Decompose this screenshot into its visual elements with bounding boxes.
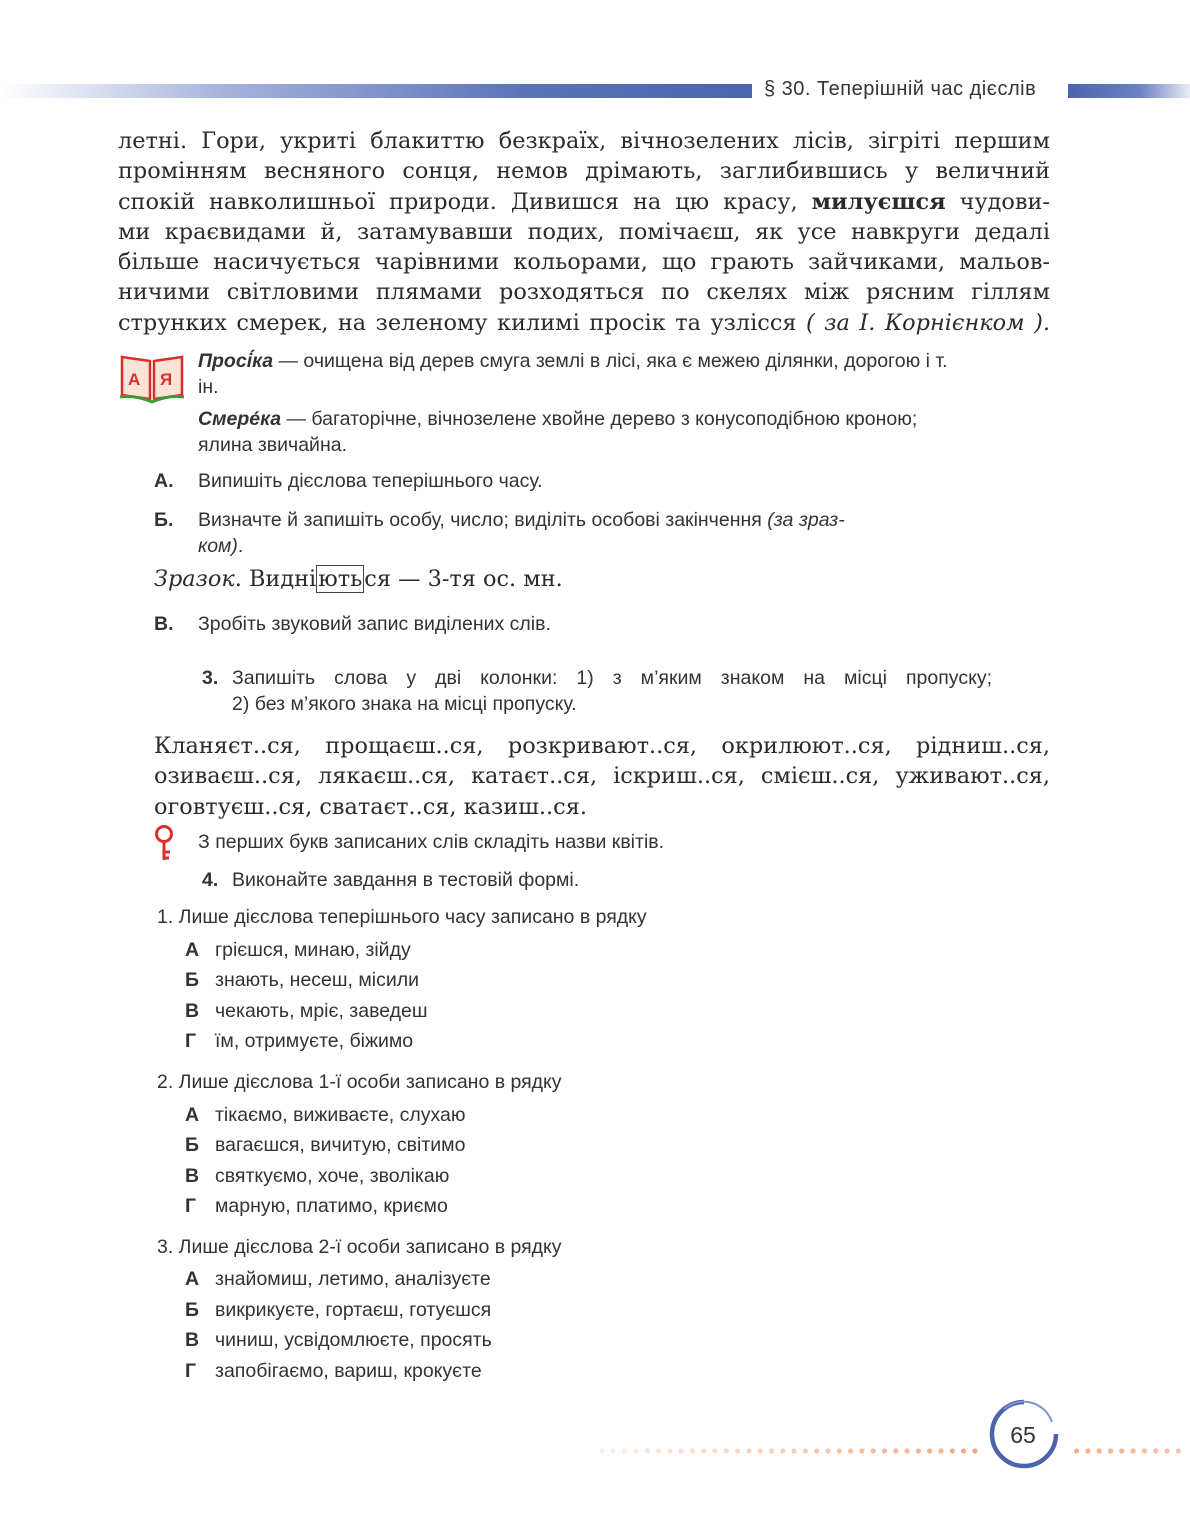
answer-option[interactable]: Г марную, платимо, криємо bbox=[185, 1195, 448, 1217]
icon-letter-a: А bbox=[128, 370, 141, 389]
footer-dot bbox=[972, 1448, 977, 1453]
source-attribution: ( за І. Корнієнком ). bbox=[806, 309, 1050, 336]
footer-dot bbox=[780, 1448, 785, 1453]
footer-dot bbox=[645, 1448, 650, 1453]
footer-dot bbox=[961, 1448, 966, 1453]
answer-option[interactable]: А грієшся, минаю, зійду bbox=[185, 939, 411, 961]
footer-dot bbox=[792, 1448, 797, 1453]
footer-dot bbox=[938, 1448, 943, 1453]
footer-dot bbox=[848, 1448, 853, 1453]
answer-option[interactable]: Б знають, несеш, місили bbox=[185, 969, 420, 991]
footer-dot bbox=[871, 1448, 876, 1453]
paragraph-line: ми краєвидами й, затамувавши подих, помічаєш, як усе навкруги дедалі bbox=[118, 218, 1050, 245]
word-list bbox=[154, 731, 1050, 822]
exercise-number: 4. bbox=[202, 869, 219, 891]
paragraph-line: більше насичується чарівними кольорами, що грають зайчиками, мальов- bbox=[118, 249, 1050, 276]
paragraph-line: промінням весняного сонця, немов дрімають, заглибившись у величний bbox=[118, 158, 1050, 185]
header-bar-right bbox=[1068, 84, 1190, 98]
footer-dot bbox=[1097, 1448, 1102, 1453]
footer-dot bbox=[656, 1448, 661, 1453]
footer-dot bbox=[905, 1448, 910, 1453]
dictionary-entry bbox=[198, 406, 958, 458]
paragraph-line: спокій навколишньої природи. Дивишся на цю красу, милуєшся чудови- bbox=[118, 188, 1050, 215]
question-3: 3. Лише дієслова 2-ї особи записано в рядку bbox=[157, 1236, 562, 1258]
footer-dot bbox=[735, 1448, 740, 1453]
icon-letter-ya: Я bbox=[160, 370, 173, 389]
footer-dot bbox=[803, 1448, 808, 1453]
footer-dot bbox=[950, 1448, 955, 1453]
task-letter: В. bbox=[154, 613, 174, 635]
paragraph-line: летні. Гори, укриті блакиттю безкраїх, вічнозелених лісів, зігріті першим bbox=[118, 128, 1050, 154]
answer-option[interactable]: Г запобігаємо, вариш, крокуєте bbox=[185, 1360, 482, 1382]
key-icon bbox=[152, 824, 178, 862]
ending-box: ють bbox=[318, 566, 363, 592]
footer-dot bbox=[1164, 1448, 1169, 1453]
footer-dot bbox=[724, 1448, 729, 1453]
page-number: 65 bbox=[1010, 1422, 1036, 1448]
task-a bbox=[154, 468, 958, 494]
task-text: Зробіть звуковий запис виділених слів. bbox=[198, 613, 551, 635]
answer-option[interactable]: А знайомиш, летимо, аналізуєте bbox=[185, 1268, 491, 1290]
footer-dot bbox=[667, 1448, 672, 1453]
answer-option[interactable]: В чекають, мріє, заведеш bbox=[185, 1000, 428, 1022]
footer-dot bbox=[893, 1448, 898, 1453]
footer-dot bbox=[746, 1448, 751, 1453]
footer-dot bbox=[1131, 1448, 1136, 1453]
dictionary-box bbox=[198, 348, 958, 464]
footer-dot bbox=[1176, 1448, 1181, 1453]
footer-dot bbox=[758, 1448, 763, 1453]
highlighted-word: милуєшся bbox=[811, 188, 946, 215]
footer-dot bbox=[701, 1448, 706, 1453]
footer-dot bbox=[859, 1448, 864, 1453]
footer-dot bbox=[814, 1448, 819, 1453]
main-paragraph bbox=[118, 126, 1050, 338]
footer-dot bbox=[599, 1448, 604, 1453]
paragraph-line: струнких смерек, на зеленому килимі просік та узлісся ( за І. Корнієнком ). bbox=[118, 309, 1050, 336]
exercise-4: 4. Виконайте завдання в тестовій формі. bbox=[202, 869, 580, 891]
footer-dots bbox=[590, 1446, 1190, 1456]
footer-dot bbox=[712, 1448, 717, 1453]
exercise-3: 3. Запишіть слова у дві колонки: 1) з м’яким знаком на місці пропуску; 2) без м’якого знака на місці пропуску. bbox=[202, 667, 992, 715]
hint-text: З перших букв записаних слів складіть назви квітів. bbox=[198, 831, 665, 853]
footer-dot bbox=[633, 1448, 638, 1453]
answer-option[interactable]: Б вагаєшся, вичитую, світимо bbox=[185, 1134, 466, 1156]
footer-dot bbox=[769, 1448, 774, 1453]
footer-dot bbox=[927, 1448, 932, 1453]
dictionary-book-icon bbox=[118, 351, 186, 403]
footer-dot bbox=[1119, 1448, 1124, 1453]
question-2: 2. Лише дієслова 1-ї особи записано в рядку bbox=[157, 1071, 562, 1093]
footer-dot bbox=[1074, 1448, 1079, 1453]
footer-dot bbox=[690, 1448, 695, 1453]
task-letter: А. bbox=[154, 470, 174, 492]
footer-dot bbox=[825, 1448, 830, 1453]
footer-dot bbox=[611, 1448, 616, 1453]
footer-dot bbox=[1085, 1448, 1090, 1453]
footer-dot bbox=[622, 1448, 627, 1453]
footer-dot bbox=[1142, 1448, 1147, 1453]
footer-dot bbox=[837, 1448, 842, 1453]
dictionary-term: Смере́ка bbox=[198, 408, 282, 430]
answer-option[interactable]: В чиниш, усвідомлюєте, просять bbox=[185, 1329, 492, 1351]
task-v bbox=[154, 611, 958, 637]
footer-dot bbox=[882, 1448, 887, 1453]
paragraph-line: ничими світловими плямами розходяться по скелях між рясним гіллям bbox=[118, 279, 1050, 306]
task-letter: Б. bbox=[154, 509, 174, 531]
exercise-number: 3. bbox=[202, 667, 219, 689]
footer-dot bbox=[1108, 1448, 1113, 1453]
answer-option[interactable]: А тікаємо, виживаєте, слухаю bbox=[185, 1104, 466, 1126]
dictionary-term: Просі́ка bbox=[198, 350, 274, 372]
footer-dot bbox=[1153, 1448, 1158, 1453]
task-text: Випишіть дієслова теперішнього часу. bbox=[198, 470, 543, 492]
answer-option[interactable]: Б викрикуєте, гортаєш, готуєшся bbox=[185, 1299, 492, 1321]
answer-option[interactable]: В святкуємо, хоче, зволікаю bbox=[185, 1165, 450, 1187]
dictionary-definition: — очищена від дерев смуга землі в лісі, яка є межею ділянки, дорогою і т. ін. bbox=[198, 350, 948, 398]
word-line: оговтуєш..ся, сватаєт..ся, казиш..ся. bbox=[154, 793, 587, 820]
sample-label: Зразок bbox=[154, 566, 235, 592]
task-text: Визначте й запишіть особу, число; виділіть особові закінчення (за зраз- ком). bbox=[198, 509, 845, 557]
task-b bbox=[154, 507, 958, 559]
answer-option[interactable]: Г їм, отримуєте, біжимо bbox=[185, 1030, 414, 1052]
question-1: 1. Лише дієслова теперішнього часу записано в рядку bbox=[157, 906, 647, 928]
footer-dot bbox=[679, 1448, 684, 1453]
dictionary-entry bbox=[198, 348, 958, 400]
footer-dot bbox=[916, 1448, 921, 1453]
word-line: озиваєш..ся, лякаєш..ся, катаєт..ся, іскриш..ся, смієш..ся, уживают..ся, bbox=[154, 763, 1050, 790]
section-title: § 30. Теперішній час дієслів bbox=[764, 78, 1037, 100]
dictionary-definition: — багаторічне, вічнозелене хвойне дерево з конусоподібною кроною; ялина звичайна. bbox=[198, 408, 918, 456]
header-bar-left bbox=[0, 84, 752, 98]
word-line: Кланяєт..ся, прощаєш..ся, розкривают..ся, окрилюют..ся, рідниш..ся, bbox=[154, 733, 1050, 759]
sample: Зразок. Видніються — 3-тя ос. мн. bbox=[154, 566, 563, 592]
